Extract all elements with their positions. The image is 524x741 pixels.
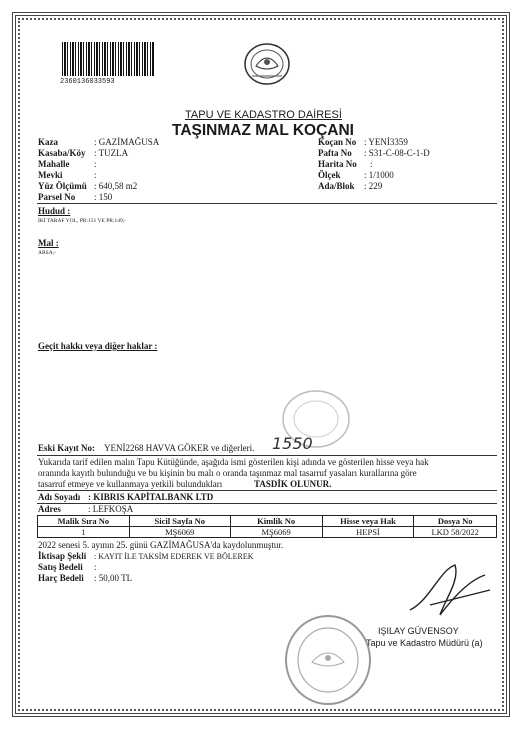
iktisap-label: İktisap Şekli [38, 551, 87, 561]
table-header: Hisse veya Hak [322, 516, 414, 527]
iktisap-value: : KAYIT İLE TAKSİM EDEREK VE BÖLEREK [94, 552, 254, 561]
barcode-number: 2360136033593 [60, 78, 115, 86]
field-label-mahalle: Mahalle [38, 159, 70, 169]
field-value-kaza: : GAZİMAĞUSA [94, 137, 160, 147]
certification-line-1: Yukarıda tarif edilen malın Tapu Kütüğünde, aşağıda ismi gösterilen kişi adında ve gösterilen hisse veya hak [38, 457, 429, 467]
field-value-mahalle: : [94, 159, 97, 169]
field-label-pafta: Pafta No [318, 148, 352, 158]
document-title: TAŞINMAZ MAL KOÇANI [172, 122, 354, 139]
field-label-kaza: Kaza [38, 137, 58, 147]
field-value-ada: : 229 [364, 181, 383, 191]
hudud-value: İKİ TARAF YOL, PR:151 VE PR:149;- [38, 218, 127, 224]
field-value-kocan: : YENİ3359 [364, 137, 408, 147]
field-value-mevki: : [94, 170, 97, 180]
harc-label: Harç Bedeli [38, 573, 84, 583]
table-header-row [38, 516, 497, 527]
registration-note: 2022 senesi 5. ayının 25. günü GAZİMAĞUSA'da kaydolunmuştur. [38, 540, 284, 550]
field-label-yuzolcumu: Yüz Ölçümü [38, 181, 87, 191]
satis-label: Satış Bedeli [38, 562, 83, 572]
field-label-ada: Ada/Blok [318, 181, 355, 191]
table-row [38, 527, 497, 538]
table-header: Dosya No [414, 516, 497, 527]
harc-value: : 50,00 TL [94, 573, 133, 583]
mal-label: Mal : [38, 238, 59, 248]
hudud-label: Hudud : [38, 206, 71, 216]
field-label-kocan: Koçan No [318, 137, 357, 147]
owner-address-label: Adres [38, 504, 61, 514]
owner-name-value: : KIBRIS KAPİTALBANK LTD [88, 492, 214, 502]
eski-kayit-label: Eski Kayıt No: [38, 443, 96, 453]
certification-bold: TASDİK OLUNUR. [254, 479, 332, 489]
table-cell: MŞ6069 [129, 527, 230, 538]
field-value-parsel: : 150 [94, 192, 113, 202]
table-cell: MŞ6069 [230, 527, 322, 538]
field-label-harita: Harita No [318, 159, 357, 169]
official-title: Tapu ve Kadastro Müdürü (a) [366, 638, 483, 648]
field-label-kasaba: Kasaba/Köy [38, 148, 86, 158]
handwritten-number: 1550 [272, 434, 313, 453]
field-label-parsel: Parsel No [38, 192, 76, 202]
signature-icon [400, 560, 500, 620]
satis-value: : [94, 562, 97, 572]
owner-name-label: Adı Soyadı [38, 492, 81, 502]
table-cell: HEPSİ [322, 527, 414, 538]
barcode [62, 42, 154, 76]
table-cell: 1 [38, 527, 130, 538]
eski-kayit-value: YENİ2268 HAVVA GÖKER ve diğerleri. [104, 443, 255, 453]
table-header: Sicil Sayfa No [129, 516, 230, 527]
field-label-mevki: Mevki [38, 170, 63, 180]
table-header: Malik Sıra No [38, 516, 130, 527]
divider [37, 490, 497, 491]
certification-line-2: oranında kayıtlı bulunduğu ve bu kişinin bu malı o oranda taşınmaz mal tasarruf yasaları kurallarına göre [38, 468, 417, 478]
certification-line-3: tasarruf etmeye ve kullanmaya yetkili bulundukları [38, 479, 223, 489]
field-value-kasaba: : TUZLA [94, 148, 129, 158]
divider [37, 203, 497, 204]
divider [37, 455, 497, 456]
mal-value: ARSA;- [38, 250, 57, 256]
field-value-yuzolcumu: : 640,58 m2 [94, 181, 138, 191]
office-title: TAPU VE KADASTRO DAİRESİ [185, 109, 342, 121]
field-value-olcek: : 1/1000 [364, 170, 394, 180]
owners-table [37, 515, 497, 538]
official-name: IŞILAY GÜVENSOY [378, 626, 459, 636]
table-cell: LKD 58/2022 [414, 527, 497, 538]
official-stamp-icon [282, 612, 374, 708]
state-emblem-icon [242, 42, 292, 86]
field-label-olcek: Ölçek [318, 170, 341, 180]
owner-address-value: : LEFKOŞA [88, 504, 134, 514]
gecit-label: Geçit hakkı veya diğer haklar : [38, 341, 158, 351]
field-value-harita: : [370, 159, 373, 169]
table-header: Kimlik No [230, 516, 322, 527]
field-value-pafta: : S31-C-08-C-1-D [364, 148, 430, 158]
